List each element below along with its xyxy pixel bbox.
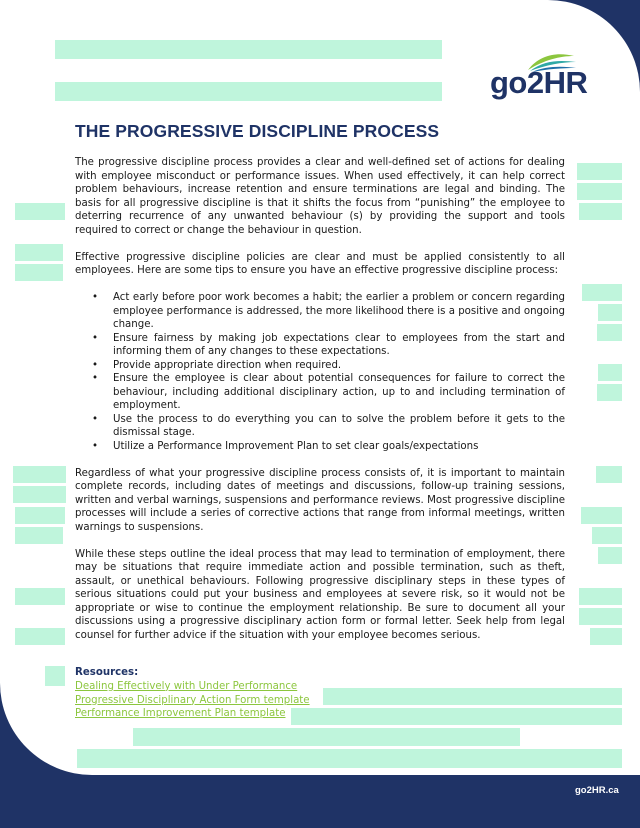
- redaction-bar: [291, 708, 622, 725]
- bullet-icon: •: [92, 292, 99, 303]
- redaction-bar: [55, 40, 442, 59]
- list-item-text: Ensure fairness by making job expectations clear to employees from the start and informing them of any changes to these expectations.: [113, 332, 565, 357]
- bullet-icon: •: [92, 359, 99, 371]
- list-item: [92, 413, 565, 440]
- tips-list: [75, 291, 565, 453]
- redaction-bar: [77, 749, 622, 768]
- redaction-bar: [15, 588, 65, 605]
- redaction-bar: [323, 688, 622, 705]
- redaction-bar: [577, 183, 622, 200]
- redaction-bar: [582, 284, 622, 301]
- redaction-bar: [15, 244, 63, 261]
- list-item: [92, 291, 565, 332]
- resource-link-improvement-plan[interactable]: Performance Improvement Plan template: [75, 708, 286, 720]
- redaction-bar: [598, 364, 622, 381]
- termination-paragraph: While these steps outline the ideal process that may lead to termination of employment, there may be situations that require immediate action and possible termination, such as theft, assault, or unethical behaviours. Following progressive disciplinary steps in these types of serious situations could put your business and employees at severe risk, so it would not be appropriate or wise to continue the employment relationship. Be sure to document all your discussions using a progressive disciplinary action form or formal letter. Seek help from legal counsel for further advice if the situation with your employee becomes serious.: [75, 548, 565, 641]
- redaction-bar: [598, 547, 622, 564]
- page-title: THE PROGRESSIVE DISCIPLINE PROCESS: [75, 121, 440, 141]
- redaction-bar: [596, 466, 622, 483]
- list-item-text: Use the process to do everything you can to solve the problem before it gets to the dismissal stage.: [113, 413, 565, 438]
- records-paragraph: Regardless of what your progressive discipline process consists of, it is important to maintain complete records, including dates of meetings and discussions, follow-up training sessions, written and verbal warnings, suspensions and performance reviews. Most progressive discipline processes will include a series of corrective actions that range from informal meetings, written warnings to suspensions.: [75, 467, 565, 533]
- redaction-bar: [13, 466, 66, 483]
- list-item: [92, 372, 565, 413]
- redaction-bar: [579, 588, 622, 605]
- redaction-bar: [579, 608, 622, 625]
- intro-paragraph: The progressive discipline process provides a clear and well-defined set of actions for dealing with employee misconduct or performance issues. When used effectively, it can help correct problem behaviours, increase retention and ensure terminations are legal and binding. The basis for all progressive discipline is that it shifts the focus from “punishing” the employee to deterring recurrence of any unwanted behaviour (s) by providing the support and tools required to correct or change the behaviour in question.: [75, 157, 565, 236]
- redaction-bar: [15, 527, 63, 544]
- list-item: [92, 332, 565, 359]
- redaction-bar: [597, 384, 622, 401]
- redaction-bar: [45, 666, 65, 686]
- logo-wordmark: go2HR: [490, 65, 588, 100]
- redaction-bar: [15, 507, 65, 524]
- resource-link-disciplinary-form[interactable]: Progressive Disciplinary Action Form template: [75, 694, 310, 706]
- redaction-bar: [15, 203, 65, 220]
- list-item: [92, 359, 565, 373]
- redaction-bar: [598, 304, 622, 321]
- redaction-bar: [133, 728, 520, 746]
- list-item: [92, 440, 565, 454]
- resources-section: [75, 666, 310, 721]
- list-item-text: Act early before poor work becomes a habit; the earlier a problem or concern regarding employee performance is addressed, the more likelihood there is a positive and ongoing change.: [113, 292, 565, 330]
- list-item-text: Ensure the employee is clear about potential consequences for failure to correct the behaviour, including additional disciplinary action, up to and including termination of employment.: [113, 373, 565, 411]
- bullet-icon: •: [92, 332, 99, 344]
- redaction-bar: [590, 628, 622, 645]
- bullet-icon: •: [92, 413, 99, 425]
- footer-url: go2HR.ca: [575, 785, 619, 796]
- redaction-bar: [597, 324, 622, 341]
- redaction-bar: [579, 203, 622, 220]
- redaction-bar: [15, 264, 63, 281]
- list-item-text: Utilize a Performance Improvement Plan to set clear goals/expectations: [113, 440, 479, 452]
- policy-paragraph: Effective progressive discipline policies are clear and must be applied consistently to all employees. Here are some tips to ensure you have an effective progressive discipline process:: [75, 251, 565, 276]
- resource-link-under-performance[interactable]: Dealing Effectively with Under Performance: [75, 680, 298, 692]
- bullet-icon: •: [92, 373, 99, 384]
- resources-heading: Resources:: [75, 667, 139, 678]
- redaction-bar: [581, 507, 622, 524]
- redaction-bar: [55, 82, 442, 101]
- list-item-text: Provide appropriate direction when required.: [113, 359, 342, 371]
- go2hr-logo: [490, 50, 600, 105]
- document-body: [75, 156, 565, 656]
- redaction-bar: [592, 527, 622, 544]
- redaction-bar: [577, 163, 622, 180]
- bullet-icon: •: [92, 440, 99, 452]
- redaction-bar: [13, 486, 66, 503]
- redaction-bar: [15, 628, 65, 645]
